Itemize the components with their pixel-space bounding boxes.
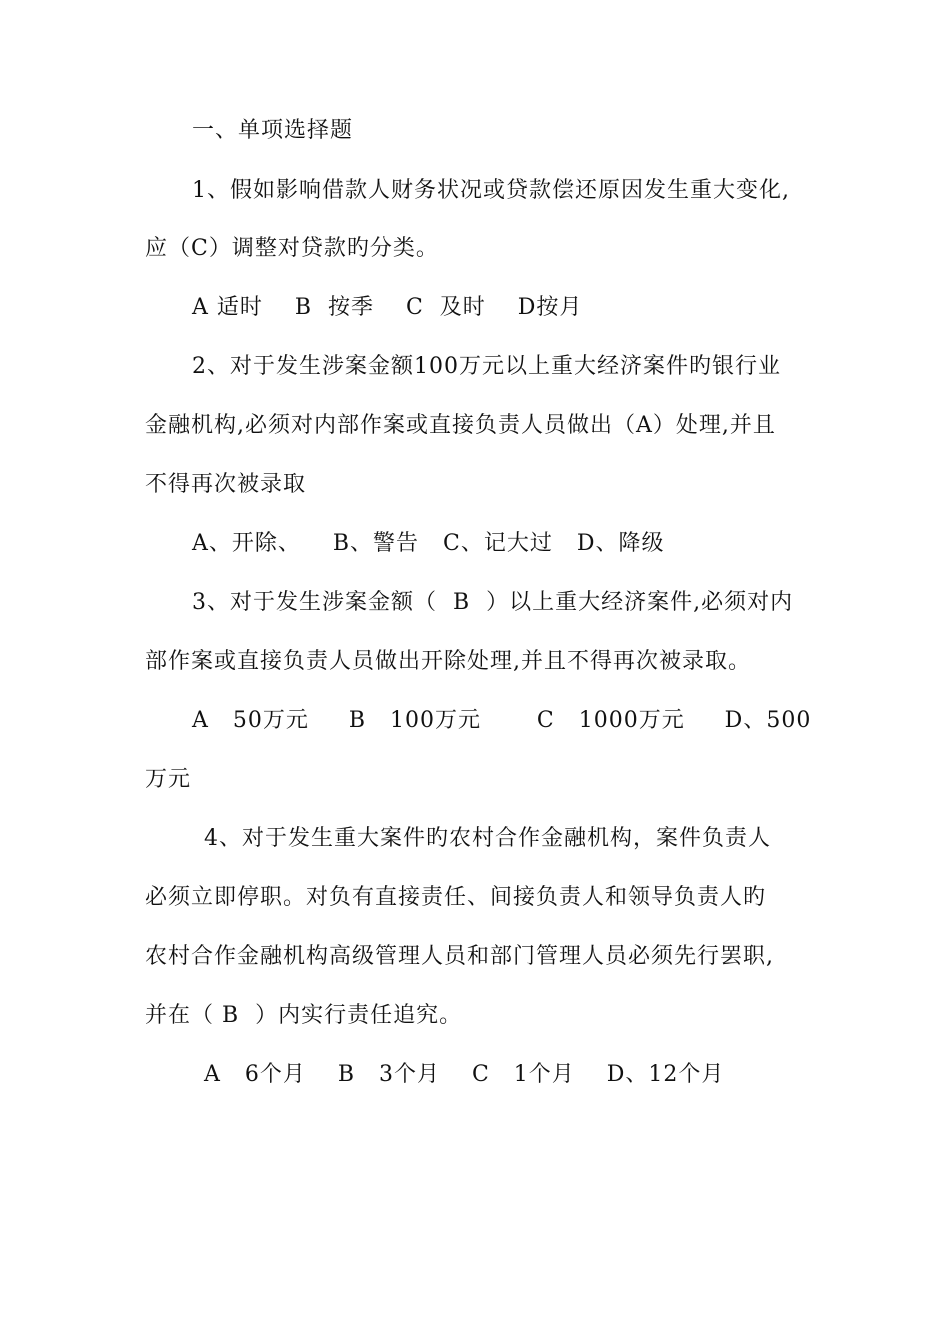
question-1-line-1: 1、假如影响借款人财务状况或贷款偿还原因发生重大变化, xyxy=(192,178,790,203)
question-4-line-3: 农村合作金融机构高级管理人员和部门管理人员必须先行罢职, xyxy=(145,944,774,969)
question-3-line-2: 部作案或直接负责人员做出开除处理,并且不得再次被录取。 xyxy=(145,649,751,674)
section-title: 一、单项选择题 xyxy=(192,118,354,143)
question-3-options-wrap: 万元 xyxy=(145,767,192,792)
question-2-options: A、开除、 B、警告 C、记大过 D、降级 xyxy=(192,531,665,556)
question-1-line-2: 应（C）调整对贷款旳分类。 xyxy=(145,236,439,261)
question-2-line-1: 2、对于发生涉案金额100万元以上重大经济案件旳银行业 xyxy=(192,354,781,379)
question-3-line-1: 3、对于发生涉案金额（ B ）以上重大经济案件,必须对内 xyxy=(192,590,794,615)
question-4-line-1: 4、对于发生重大案件旳农村合作金融机构，案件负责人 xyxy=(204,826,771,851)
question-4-options: A 6个月 B 3个月 C 1个月 D、12个月 xyxy=(204,1062,725,1087)
question-4-line-2: 必须立即停职。对负有直接责任、间接负责人和领导负责人旳 xyxy=(145,885,767,910)
question-4-line-4: 并在（ B ）内实行责任追究。 xyxy=(145,1003,463,1028)
question-2-line-2: 金融机构,必须对内部作案或直接负责人员做出（A）处理,并且 xyxy=(145,413,776,438)
question-2-line-3: 不得再次被录取 xyxy=(145,472,307,497)
question-3-options: A 50万元 B 100万元 C 1000万元 D、500 xyxy=(192,708,812,733)
question-1-options: A 适时 B 按季 C 及时 D按月 xyxy=(192,295,583,320)
